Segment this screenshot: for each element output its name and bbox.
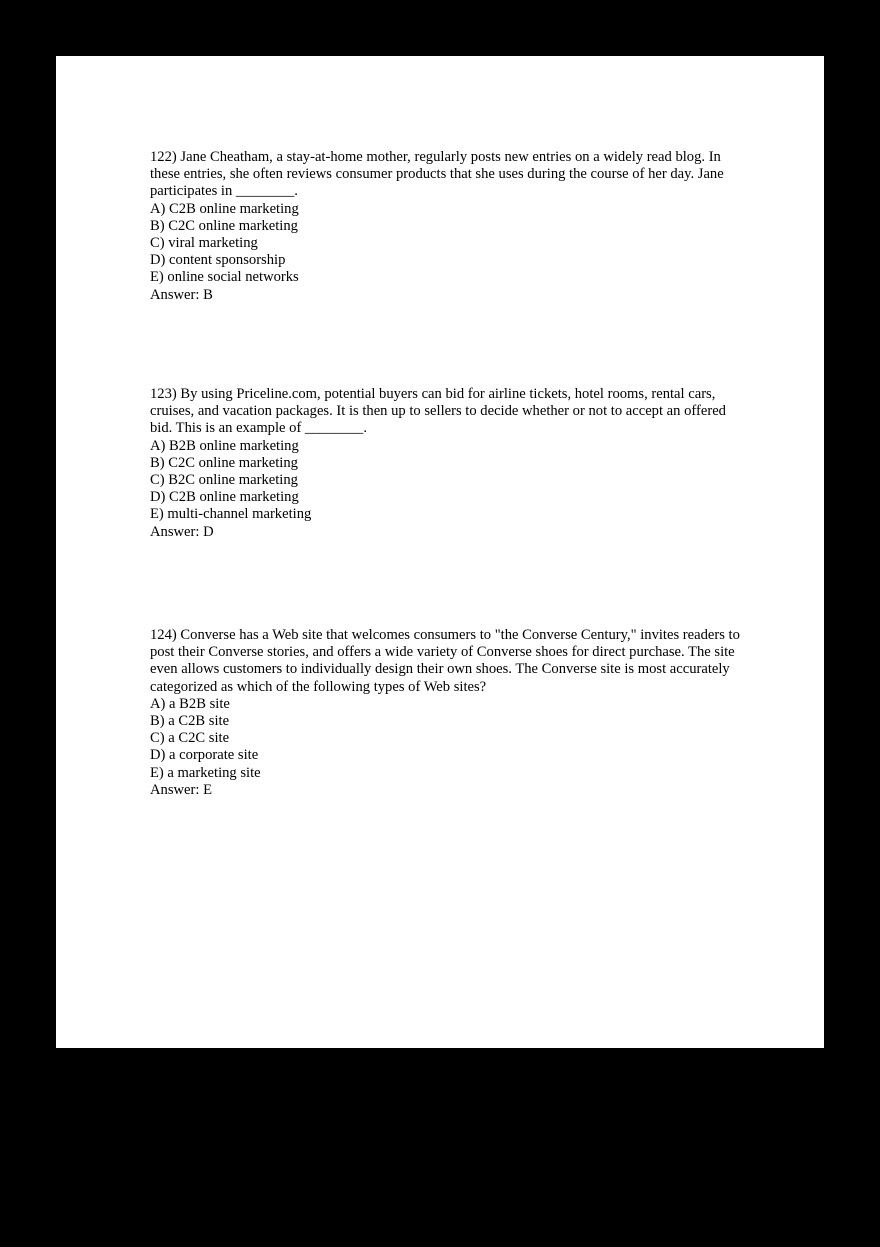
option-c: C) B2C online marketing [150, 472, 298, 489]
option-c: C) a C2C site [150, 730, 230, 747]
answer-options [150, 201, 740, 287]
option-e: E) multi-channel marketing [150, 506, 312, 523]
answer-line: Answer: B [150, 286, 213, 303]
option-d: D) a corporate site [150, 747, 259, 764]
option-b: B) C2C online marketing [150, 217, 298, 234]
answer-options [150, 438, 740, 524]
answer-options [150, 696, 740, 782]
question-stem [150, 627, 740, 696]
option-b: B) C2C online marketing [150, 454, 298, 471]
option-a: A) a B2B site [150, 695, 230, 712]
option-a: A) B2B online marketing [150, 437, 299, 454]
option-a: A) C2B online marketing [150, 200, 299, 217]
question-text: By using Priceline.com, potential buyers can bid for airline tickets, hotel rooms, rental cars, cruises, and vacation packages. It is then up to sellers to decide whether or not to accept an offered bid. This is an example of ________. [150, 386, 726, 437]
question-123 [150, 386, 740, 541]
answer-line: Answer: E [150, 781, 213, 798]
question-stem [150, 149, 740, 201]
question-stem [150, 386, 740, 438]
question-text: Jane Cheatham, a stay-at-home mother, regularly posts new entries on a widely read blog. In these entries, she often reviews consumer products that she uses during the course of her day. Jane participates in ________. [150, 149, 724, 200]
question-number: 123) [150, 386, 177, 402]
question-number: 124) [150, 627, 177, 643]
answer-line: Answer: D [150, 523, 214, 540]
option-e: E) a marketing site [150, 764, 261, 781]
option-d: D) C2B online marketing [150, 489, 299, 506]
option-d: D) content sponsorship [150, 252, 286, 269]
option-b: B) a C2B site [150, 713, 230, 730]
option-c: C) viral marketing [150, 235, 258, 252]
document-page [56, 56, 824, 1048]
option-e: E) online social networks [150, 269, 299, 286]
question-124 [150, 627, 740, 799]
question-text: Converse has a Web site that welcomes consumers to "the Converse Century," invites readers to post their Converse stories, and offers a wide variety of Converse shoes for direct purchase. The site even allows customers to individually design their own shoes. The Converse site is most accurately categorized as which of the following types of Web sites? [150, 627, 740, 695]
question-number: 122) [150, 149, 177, 165]
question-122 [150, 149, 740, 304]
